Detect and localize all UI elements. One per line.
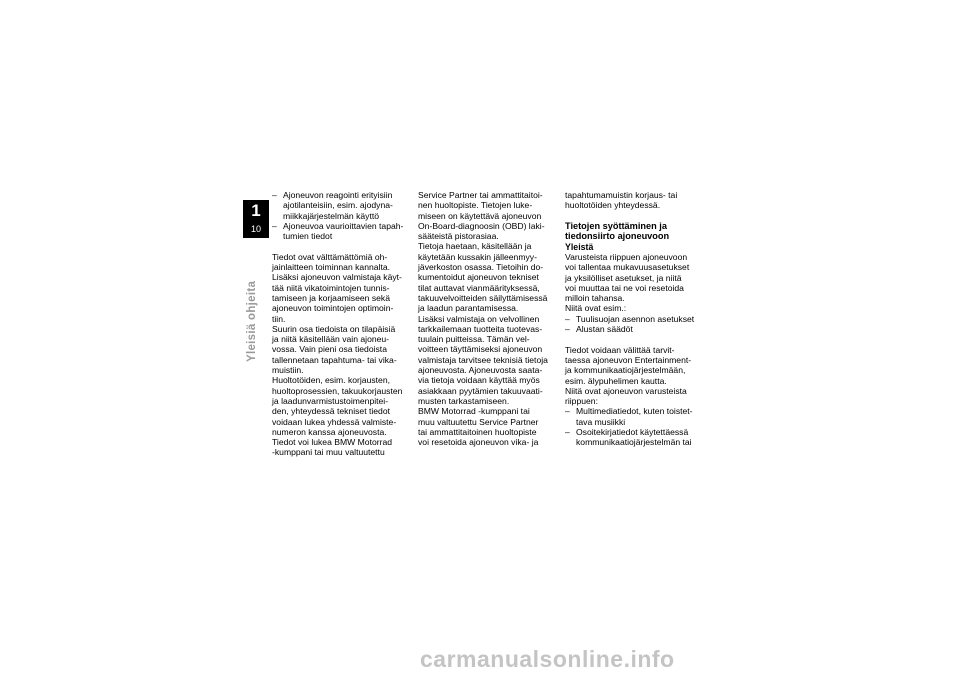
- list-item: – Alustan säädöt: [565, 324, 703, 334]
- paragraph: Tiedot ovat välttämättömiä oh- jainlaitteen toiminnan kannalta. Lisäksi ajoneuvon valmistaja käyt- tää niitä vikatoimintojen tunnis- tamiseen ja korjaamiseen sekä ajoneuvon toimintojen optimoin- tiin. Suurin osa tiedoista on tilapäisiä ja niitä käsitellään vain ajoneu- vossa. Vain pieni osa tiedoista tallennetaan tapahtuma- tai vika- muistiin. Huoltotöiden, esim. korjausten, huoltoprosessien, takuukorjausten ja laadunvarmistustoimenpitei- den, yhteydessä tekniset tiedot voidaan lukea yhdessä valmiste- numeron kanssa ajoneuvosta. Tiedot voi lukea BMW Motorrad -kumppani tai muu valtuutettu: [272, 251, 403, 458]
- page-number: 10: [250, 224, 261, 234]
- list-item: – Tuulisuojan asennon asetukset: [565, 314, 703, 324]
- paragraph: tapahtumamuistin korjaus- tai huoltotöiden yhteydessä.: [565, 190, 678, 211]
- chapter-title: Yleisiä ohjeita: [246, 280, 258, 362]
- section-heading: Tietojen syöttäminen ja tiedonsiirto ajoneuvoon: [565, 220, 670, 242]
- paragraph: Varusteista riippuen ajoneuvoon voi tallentaa mukavuusasetukset ja yksilölliset asetukset, ja niitä voi muuttaa tai ne voi resetoida milloin tahansa. Niitä ovat esim.:: [565, 252, 690, 314]
- chapter-number: 1: [251, 201, 261, 220]
- list-item: – Ajoneuvoa vaurioittavien tapah- tumien tiedot: [272, 221, 410, 242]
- paragraph: Service Partner tai ammattitaitoi- nen huoltopiste. Tietojen luke- miseen on käytettävä ajoneuvon On-Board-diagnoosin (OBD) laki- sääteistä pistorasiaa. Tietoja haetaan, käsitellään ja käytetään kussakin jälleenmyy- jäverkoston osassa. Tietoihin do- kumentoidut ajoneuvon tekniset tilat auttavat vianmäärityksessä, takuuvelvoitteiden säilyttämisessä ja laadun parantamisessa. Lisäksi valmistaja on velvollinen tarkkailemaan tuotteita tuotevas- tuulain puitteissa. Tämän vel- voitteen täyttämiseksi ajoneuvon valmistaja tarvitsee teknisiä tietoja ajoneuvosta. Ajoneuvosta saata- via tietoja voidaan käyttää myös asiakkaan pyytämien takuuvaati- musten tarkastamiseen. BMW Motorrad -kumppani tai muu valtuutettu Service Partner tai ammattitaitoinen huoltopiste voi resetoida ajoneuvon vika- ja: [418, 190, 548, 448]
- list-item: – Osoitekirjatiedot käytettäessä kommunikaatiojärjestelmän tai: [565, 427, 703, 448]
- text-column-2: [418, 190, 556, 447]
- text-column-3: [565, 190, 703, 448]
- subsection-heading: Yleistä: [565, 241, 594, 252]
- watermark: carmanualsonline.info: [420, 646, 675, 672]
- list-item: – Ajoneuvon reagointi erityisiin ajotilanteisiin, esim. ajodyna- miikkajärjestelmän käyttö: [272, 190, 410, 221]
- chapter-tab: [243, 200, 269, 238]
- paragraph: Tiedot voidaan välittää tarvit- taessa ajoneuvon Entertainment- ja kommunikaatiojärjestelmään, esim. älypuhelimen kautta. Niitä ovat ajoneuvon varusteista riippuen:: [565, 344, 692, 407]
- text-column-1: [272, 190, 410, 458]
- list-item: – Multimediatiedot, kuten toistet- tava musiikki: [565, 406, 703, 427]
